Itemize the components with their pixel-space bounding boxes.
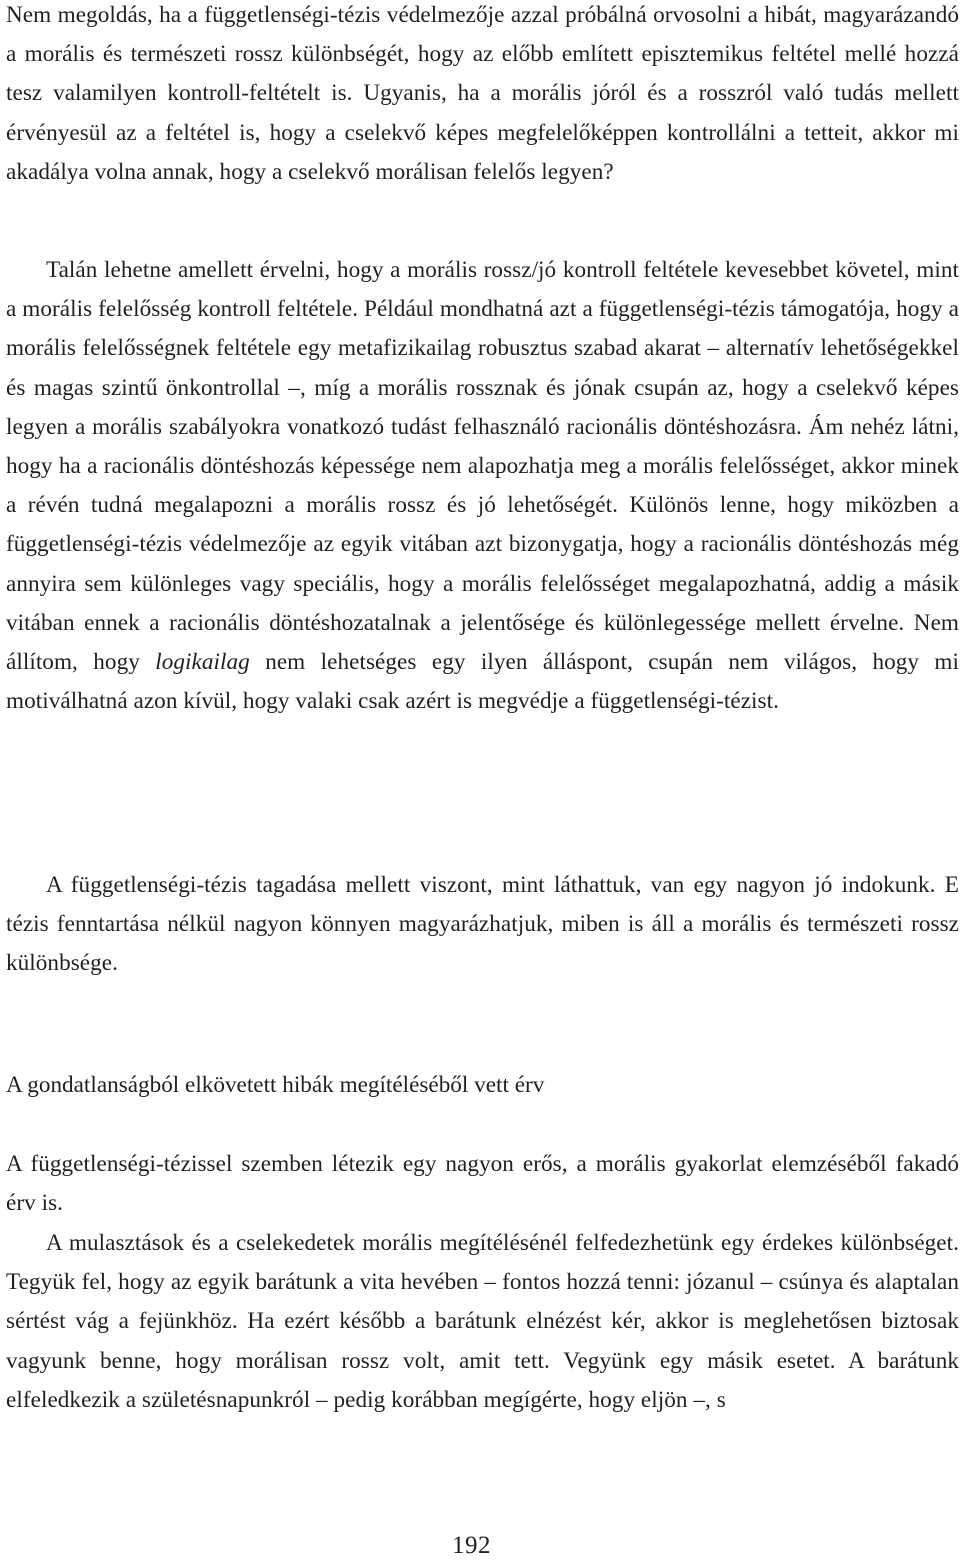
paragraph-2: [6, 251, 959, 721]
section-heading: A gondatlanságból elkövetett hibák megítéléséből vett érv: [6, 1072, 545, 1098]
page-number: 192: [452, 1532, 491, 1559]
paragraph-2-text-a: Talán lehetne amellett érvelni, hogy a morális rossz/jó kontroll feltétele kevesebbet követel, mint a morális felelősség kontroll feltétele. Például mondhatná azt a függetlenségi-tézis támogatója, hogy a morális felelősségnek feltétele egy metafizikailag robusztus szabad akarat – alternatív lehetőségekkel és magas szintű önkontrollal –, míg a morális rossznak és jónak csupán az, hogy a cselekvő képes legyen a morális szabályokra vonatkozó tudást felhasználó racionális döntéshozásra. Ám nehéz látni, hogy ha a racionális döntéshozás képessége nem alapozhatja meg a morális felelősséget, akkor minek a révén tudná megalapozni a morális rossz és jó lehetőségét. Különös lenne, hogy miközben a függetlenségi-tézis védelmezője az egyik vitában azt bizonygatja, hogy a racionális döntéshozás még annyira sem különleges vagy speciális, hogy a morális felelősséget megalapozhatná, addig a másik vitában ennek a racionális döntéshozatalnak a jelentősége és különlegessége mellett érvelne. Nem állítom, hogy: [6, 257, 959, 676]
paragraph-4: A függetlenségi-tézissel szemben létezik egy nagyon erős, a morális gyakorlat elemzéséből fakadó érv is.: [6, 1151, 959, 1217]
emphasized-word: logikailag: [155, 649, 250, 676]
paragraph-1: Nem megoldás, ha a függetlenségi-tézis védelmezője azzal próbálná orvosolni a hibát, magyarázandó a morális és természeti rossz különbségét, hogy az előbb említett episztemikus feltétel mellé hozzá tesz valamilyen kontroll-feltételt is. Ugyanis, ha a morális jóról és a rosszról való tudás mellett érvényesül az a feltétel is, hogy a cselekvő képes megfelelőképpen kontrollálni a tetteit, akkor mi akadálya volna annak, hogy a cselekvő morálisan felelős legyen?: [6, 2, 959, 185]
paragraph-3: A függetlenségi-tézis tagadása mellett viszont, mint láthattuk, van egy nagyon jó indokunk. E tézis fenntartása nélkül nagyon könnyen magyarázhatjuk, miben is áll a morális és természeti rossz különbsége.: [6, 872, 959, 977]
paragraph-5: A mulasztások és a cselekedetek morális megítélésénél felfedezhetünk egy érdekes különbséget. Tegyük fel, hogy az egyik barátunk a vita hevében – fontos hozzá tenni: józanul – csúnya és alaptalan sértést vág a fejünkhöz. Ha ezért később a barátunk elnézést kér, akkor is meglehetősen biztosak vagyunk benne, hogy morálisan rossz volt, amit tett. Vegyünk egy másik esetet. A barátunk elfeledkezik a születésnapunkról – pedig korábban megígérte, hogy eljön –, s: [6, 1230, 959, 1413]
paragraph-2-text-b: nem lehetséges egy ilyen álláspont, csupán nem világos, hogy mi motiválhatná azon kívül, hogy valaki csak azért is megvédje a függetlenségi-tézist.: [6, 649, 960, 715]
